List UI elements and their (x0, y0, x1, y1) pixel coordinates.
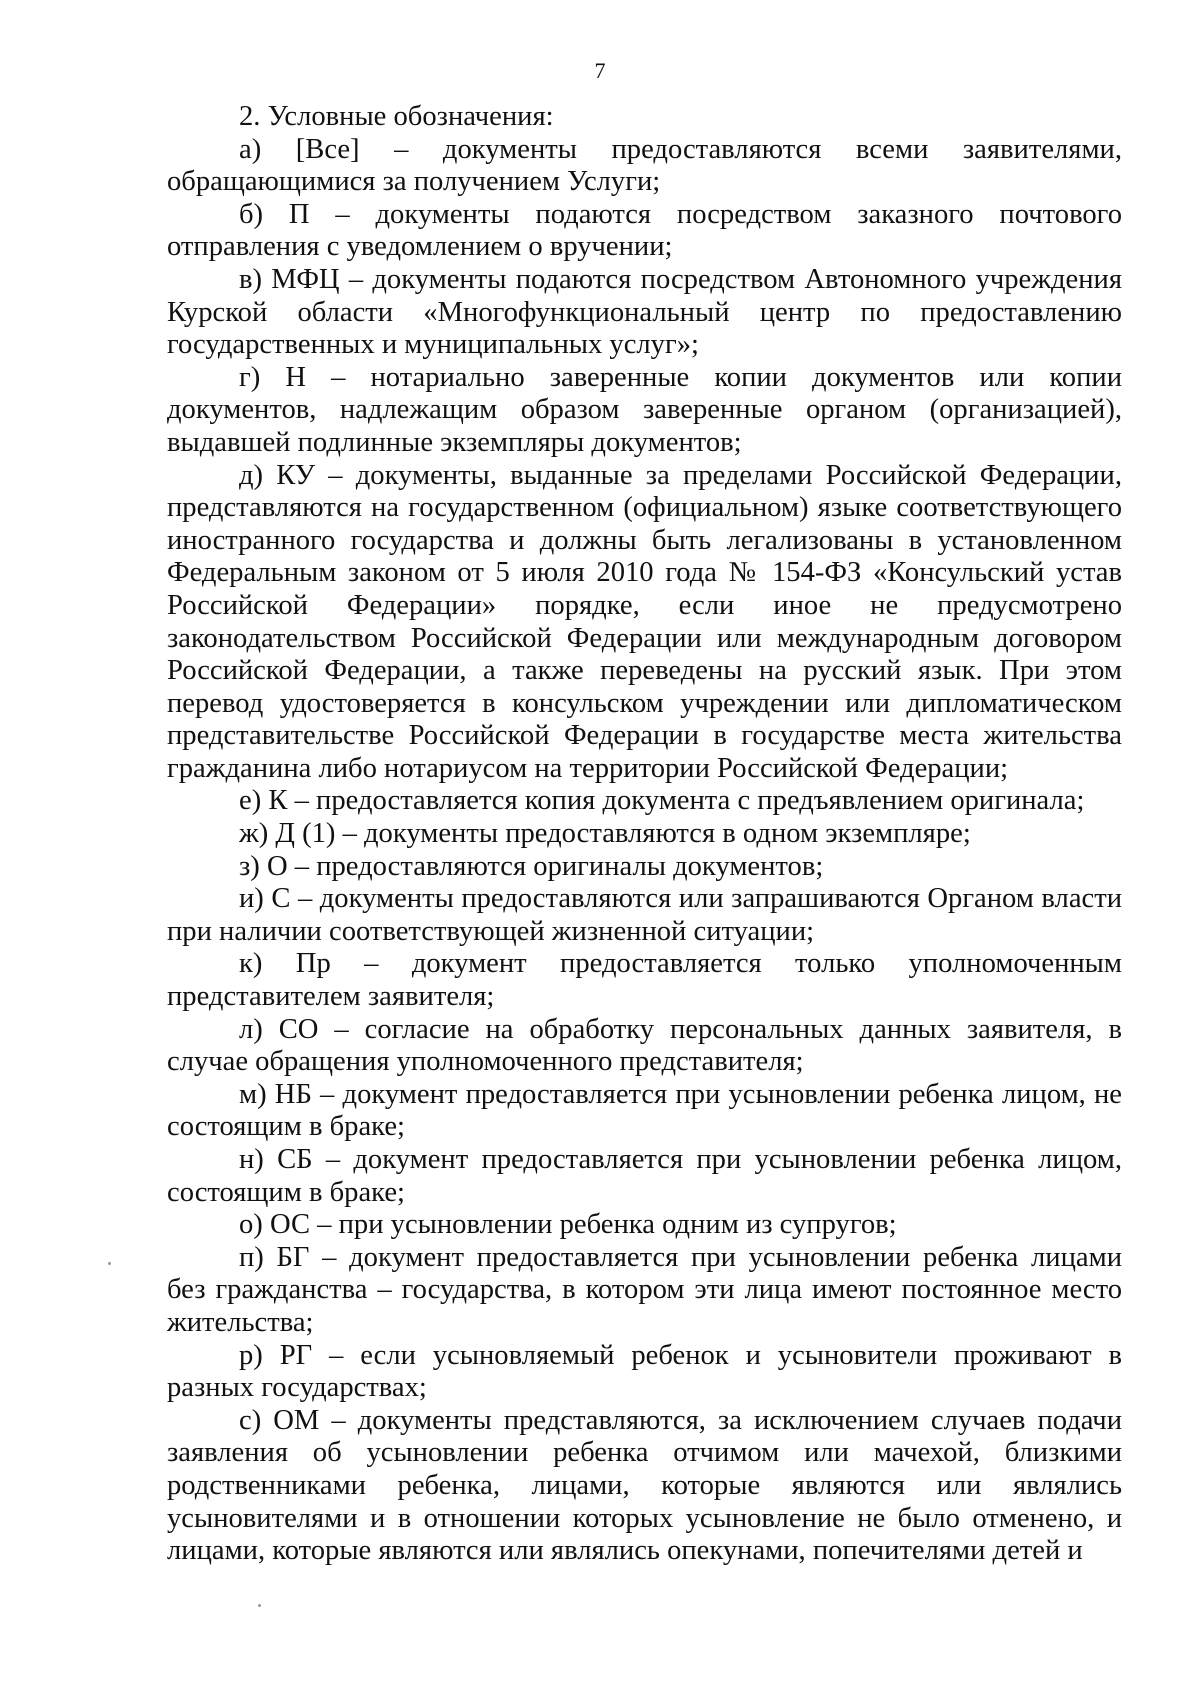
legend-item-l: л) СО – согласие на обработку персональных данных заявителя, в случае обращения уполномоченного представителя; (167, 1013, 1122, 1078)
page-number: 7 (594, 58, 606, 83)
legend-item-v: в) МФЦ – документы подаются посредством Автономного учреждения Курской области «Многофункциональный центр по предоставлению государственных и муниципальных услуг»; (167, 263, 1122, 361)
document-body (167, 101, 1122, 1568)
legend-item-g: г) Н – нотариально заверенные копии документов или копии документов, надлежащим образом заверенные органом (организацией), выдавшей подлинные экземпляры документов; (167, 361, 1122, 458)
section-heading: 2. Условные обозначения: (239, 101, 554, 132)
legend-item-z: з) О – предоставляются оригиналы документов; (239, 850, 824, 882)
legend-item-a: а) [Все] – документы предоставляются всеми заявителями, обращающимися за получением Услуги; (167, 133, 1122, 198)
legend-item-zh: ж) Д (1) – документы предоставляются в одном экземпляре; (239, 818, 971, 850)
legend-item-d: д) КУ – документы, выданные за пределами Российской Федерации, представляются на государственном (официальном) языке соответствующего иностранного государства и должны быть легализованы в установленном Федеральным законом от 5 июля 2010 года № 154-ФЗ «Консульский устав Российской Федерации» порядке, если иное не предусмотрено законодательством Российской Федерации или международным договором Российской Федерации, а также переведены на русский язык. При этом перевод удостоверяется в консульском учреждении или дипломатическом представительстве Российской Федерации в государстве места жительства гражданина либо нотариусом на территории Российской Федерации; (167, 459, 1122, 784)
legend-item-b: б) П – документы подаются посредством заказного почтового отправления с уведомлением о вручении; (167, 198, 1122, 263)
legend-item-e: е) К – предоставляется копия документа с предъявлением оригинала; (239, 785, 1085, 817)
legend-item-p: п) БГ – документ предоставляется при усыновлении ребенка лицами без гражданства – государства, в котором эти лица имеют постоянное место жительства; (167, 1241, 1122, 1338)
legend-item-r: р) РГ – если усыновляемый ребенок и усыновители проживают в разных государствах; (167, 1339, 1122, 1404)
scan-speck (108, 1262, 111, 1265)
legend-item-m: м) НБ – документ предоставляется при усыновлении ребенка лицом, не состоящим в браке; (167, 1078, 1122, 1143)
legend-item-n: н) СБ – документ предоставляется при усыновлении ребенка лицом, состоящим в браке; (167, 1144, 1122, 1208)
legend-item-k: к) Пр – документ предоставляется только уполномоченным представителем заявителя; (167, 948, 1122, 1013)
legend-item-s: с) ОМ – документы представляются, за исключением случаев подачи заявления об усыновлении ребенка отчимом или мачехой, близкими родственниками ребенка, лицами, которые являются или являлись усыновителями и в отношении которых усыновление не было отменено, и лицами, которые являются или являлись опекунами, попечителями детей и (167, 1404, 1122, 1567)
legend-item-o: о) ОС – при усыновлении ребенка одним из супругов; (239, 1209, 897, 1241)
scan-speck (258, 1604, 261, 1607)
legend-item-i: и) С – документы предоставляются или запрашиваются Органом власти при наличии соответствующей жизненной ситуации; (167, 883, 1122, 947)
